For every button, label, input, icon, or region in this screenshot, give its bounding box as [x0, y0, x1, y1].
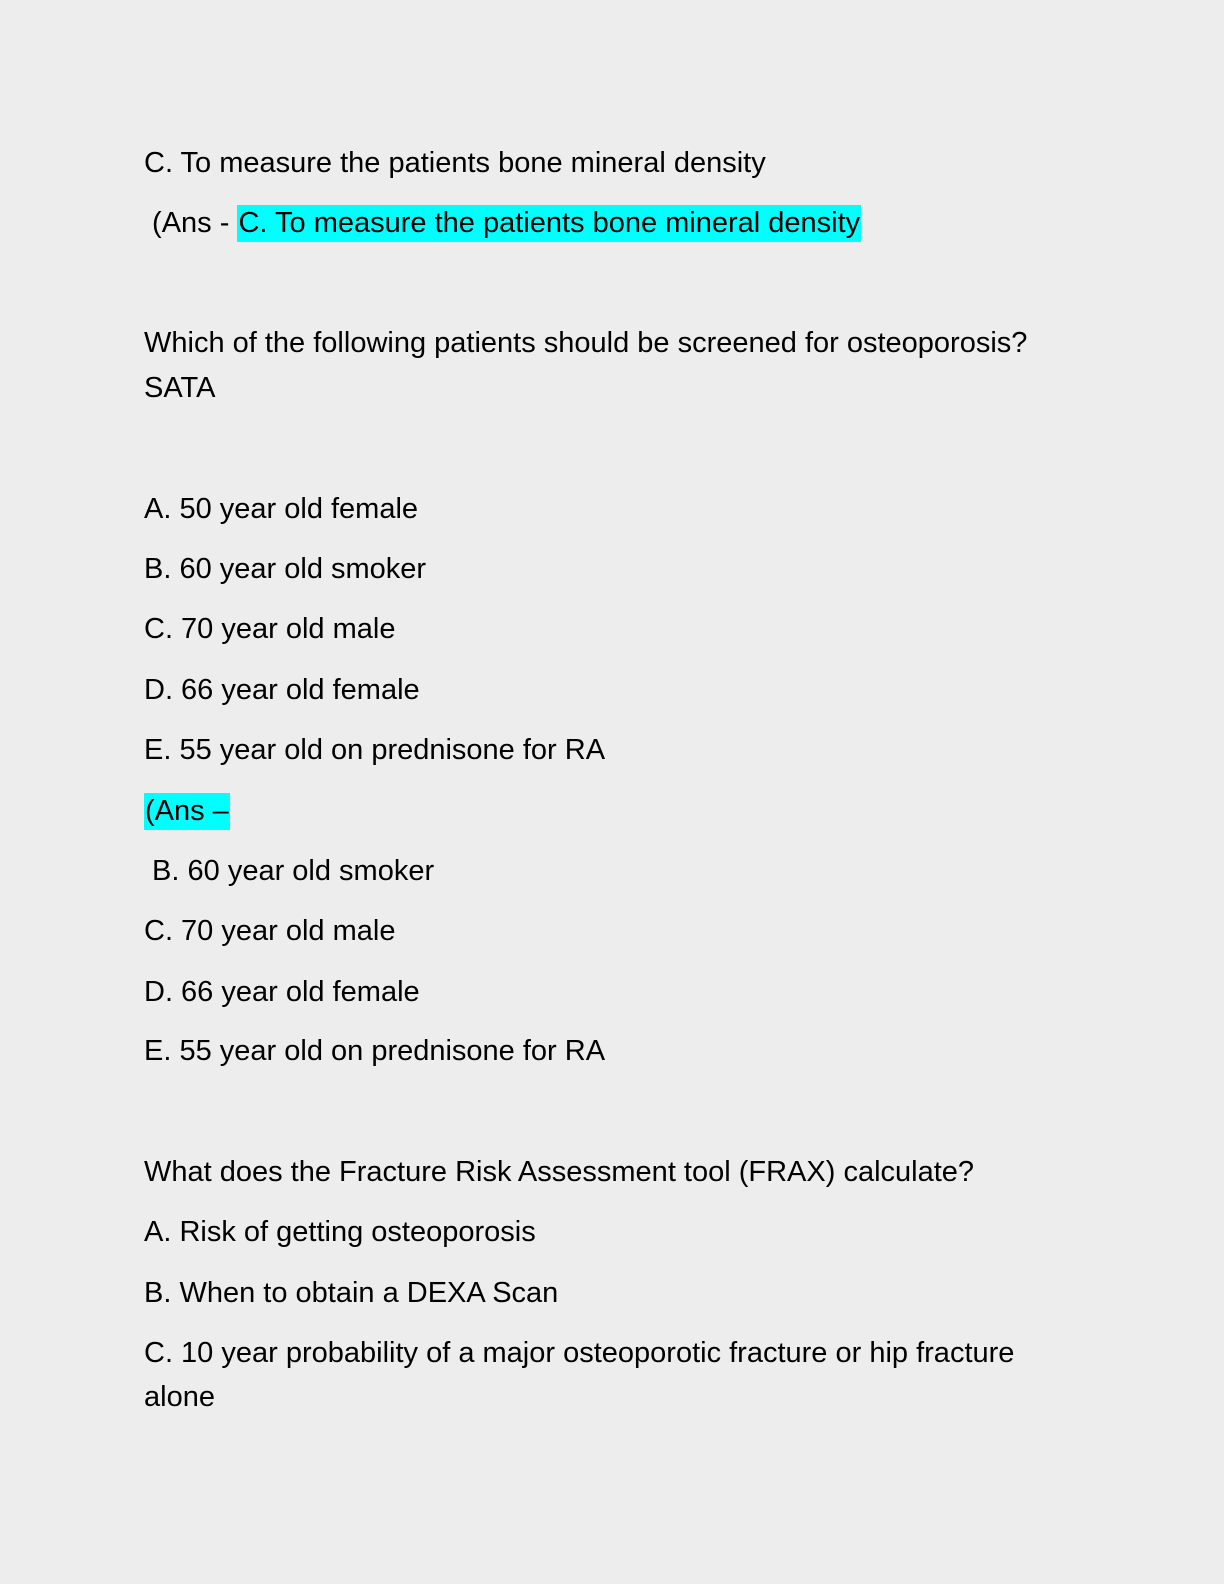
q3-option-c: C. 10 year probability of a major osteoporotic fracture or hip fracture: [144, 1337, 1015, 1369]
q2-answer-highlight: (Ans –: [144, 793, 230, 830]
q1-answer-prefix: (Ans -: [144, 207, 238, 239]
q2-question-line2: SATA: [144, 372, 216, 404]
q2-question-line1: Which of the following patients should be screened for osteoporosis?: [144, 327, 1028, 359]
q2-answer-label: [144, 789, 230, 833]
q2-option-e: E. 55 year old on prednisone for RA: [144, 734, 606, 766]
q3-question: What does the Fracture Risk Assessment tool (FRAX) calculate?: [144, 1156, 975, 1188]
q2-answer-d: D. 66 year old female: [144, 976, 420, 1008]
q3-option-b: B. When to obtain a DEXA Scan: [144, 1277, 559, 1309]
q2-option-b: B. 60 year old smoker: [144, 553, 427, 585]
q2-answer-c: C. 70 year old male: [144, 915, 396, 947]
q1-answer: [144, 201, 861, 245]
q2-option-a: A. 50 year old female: [144, 493, 419, 525]
q2-answer-e: E. 55 year old on prednisone for RA: [144, 1035, 606, 1067]
q1-answer-highlight: C. To measure the patients bone mineral density: [237, 205, 861, 242]
q2-option-d: D. 66 year old female: [144, 674, 420, 706]
q3-option-a: A. Risk of getting osteoporosis: [144, 1216, 536, 1248]
q3-option-c-continuation: alone: [144, 1381, 215, 1413]
q2-option-c: C. 70 year old male: [144, 613, 396, 645]
q1-option-c: C. To measure the patients bone mineral density: [144, 147, 766, 179]
q2-answer-b: B. 60 year old smoker: [144, 855, 435, 887]
